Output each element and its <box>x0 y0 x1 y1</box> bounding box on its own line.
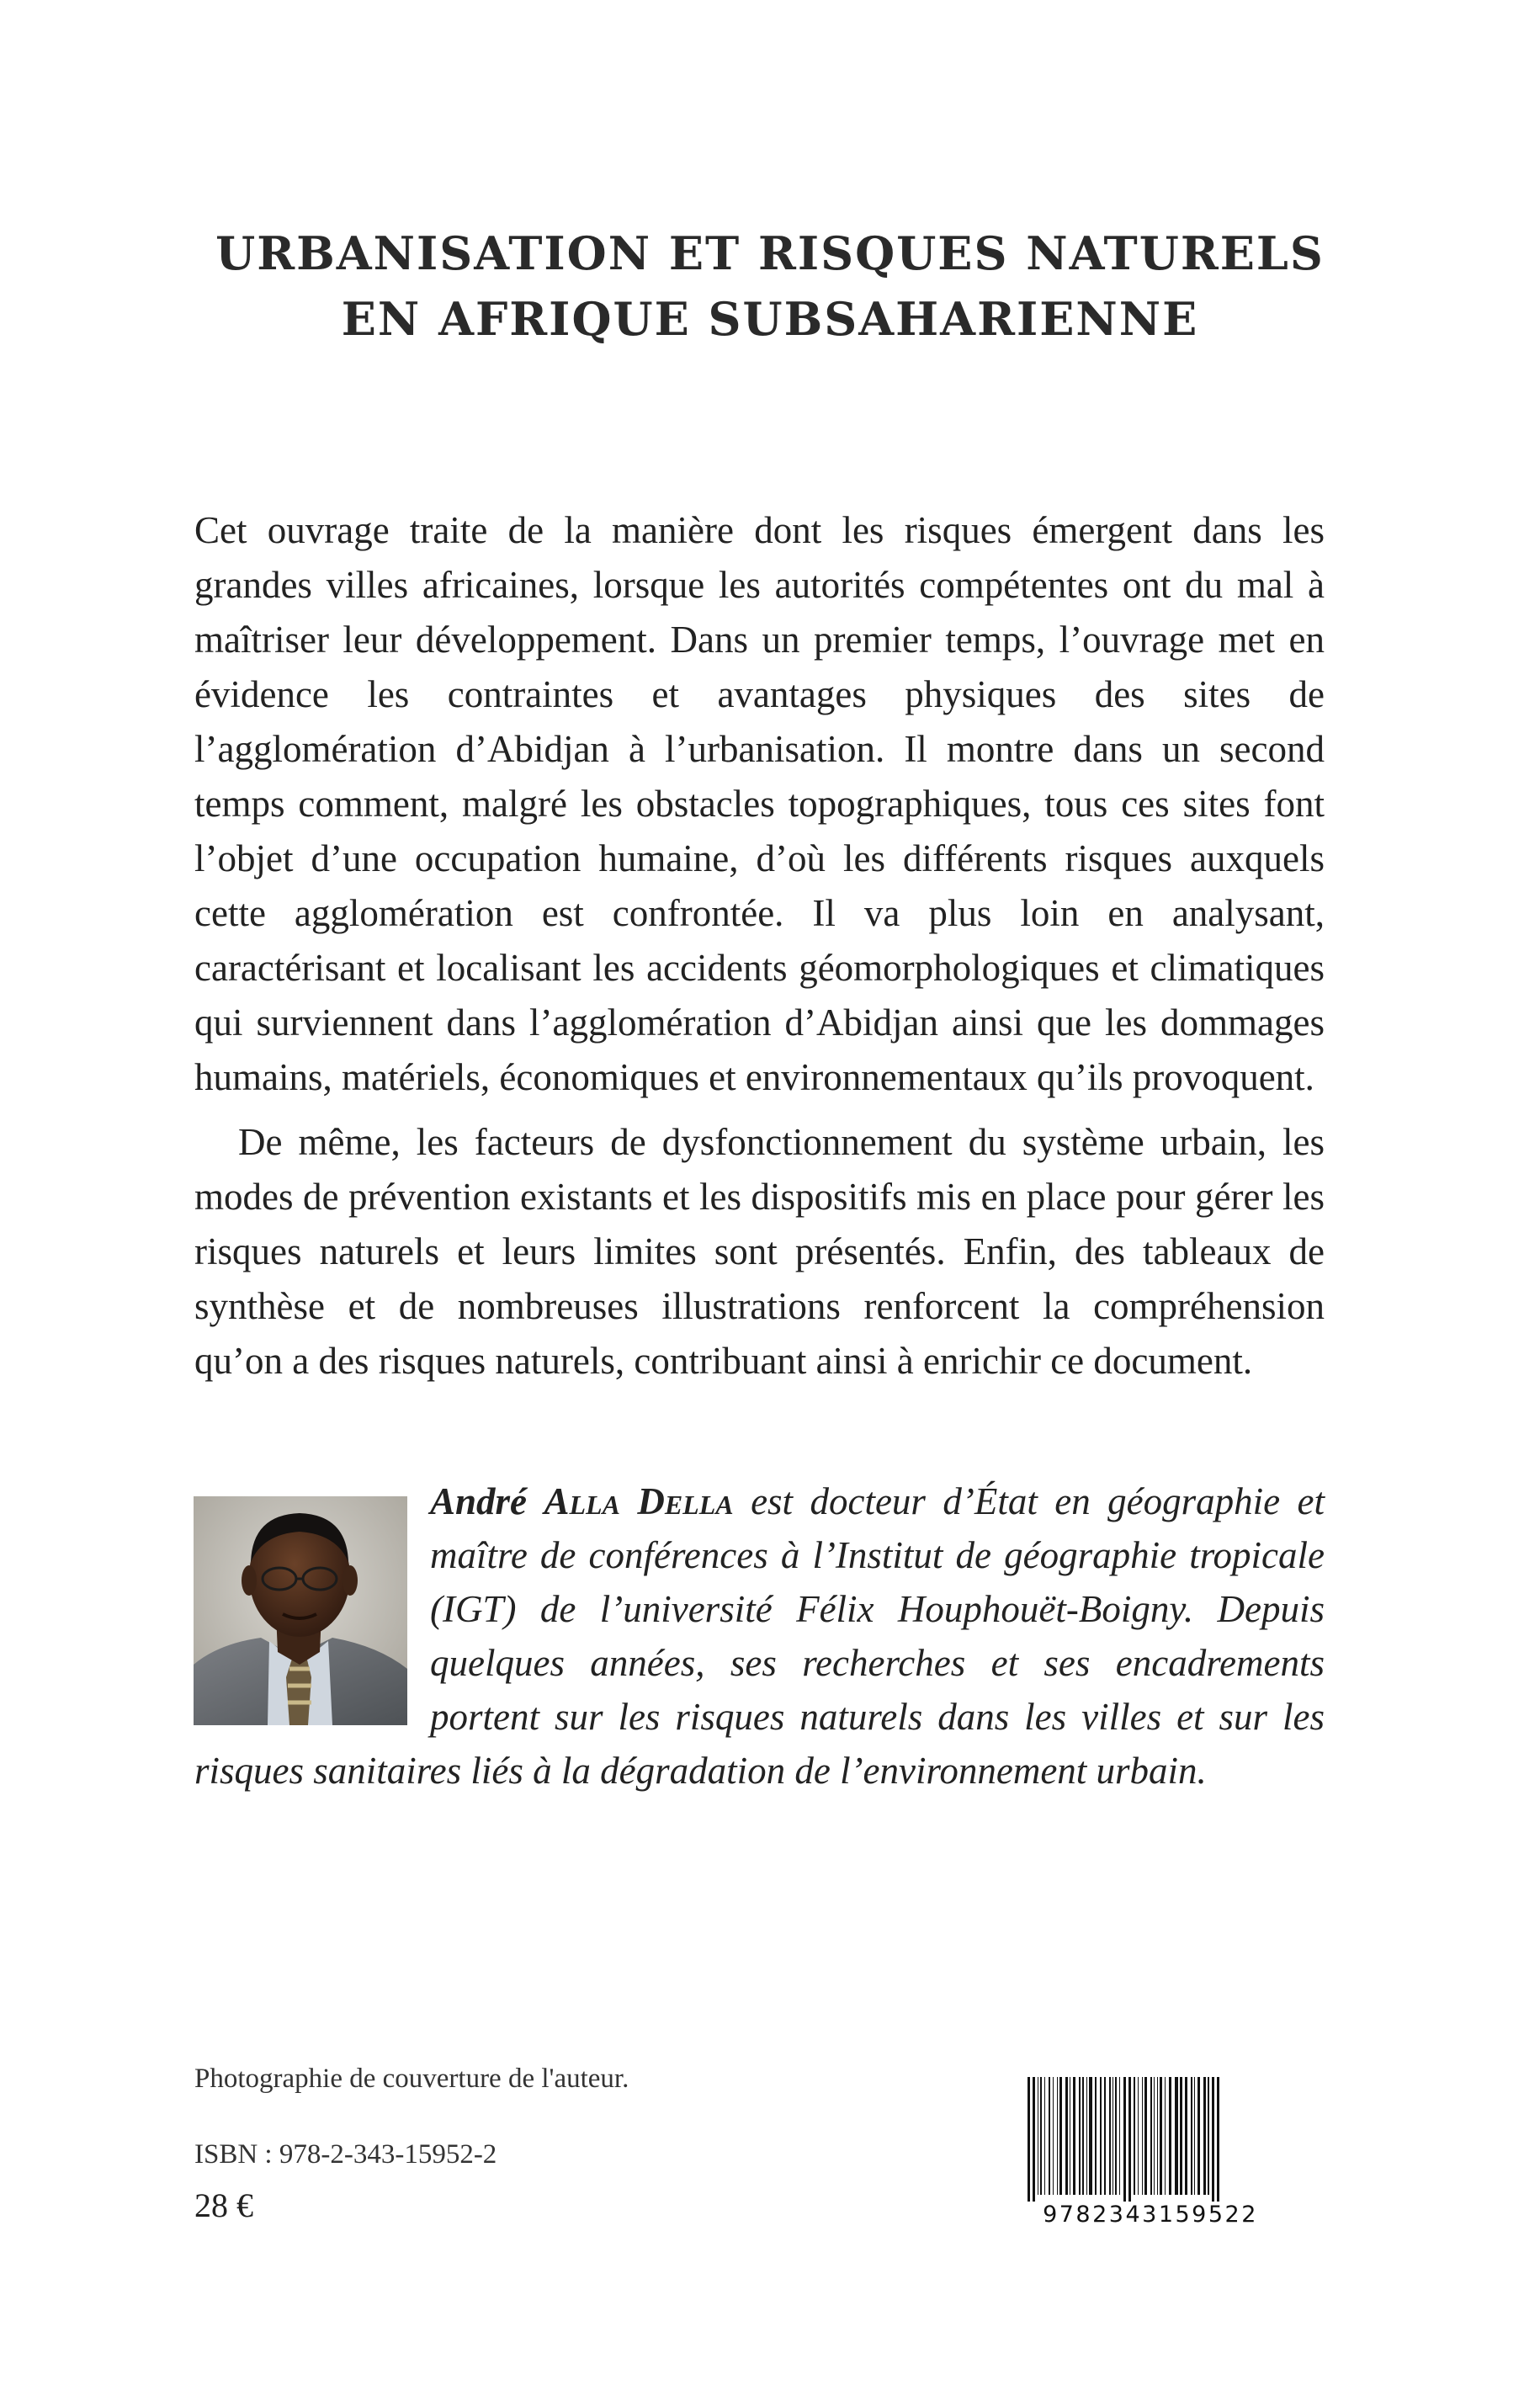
isbn: ISBN : 978-2-343-15952-2 <box>194 2139 497 2170</box>
barcode <box>1024 2077 1277 2237</box>
barcode-bar <box>1169 2077 1171 2195</box>
barcode-bar <box>1160 2077 1162 2195</box>
barcode-bar <box>1180 2077 1182 2195</box>
barcode-bar <box>1049 2077 1050 2195</box>
barcode-bar <box>1123 2077 1126 2203</box>
barcode-bar <box>1208 2077 1209 2195</box>
title-line-1: URBANISATION ET RISQUES NATURELS <box>215 226 1325 280</box>
author-photo <box>194 1496 407 1725</box>
photo-credit: Photographie de couverture de l'auteur. <box>194 2064 629 2094</box>
barcode-digits: 9782343159522 <box>1024 2202 1277 2228</box>
barcode-bar <box>1165 2077 1166 2195</box>
barcode-bar <box>1119 2077 1120 2195</box>
barcode-bar <box>1197 2077 1200 2195</box>
author-first-name: André <box>430 1480 528 1522</box>
barcode-bar <box>1086 2077 1087 2195</box>
barcode-bar <box>1104 2077 1106 2195</box>
author-bio-text: est docteur d’État en géographie et maître de conférences à l’Institut de géographie tropicale (IGT) de l’université Félix Houphouët-Boigny. Depuis quelques années, ses recherches et ses encadrements portent sur les risques naturels dans les villes et sur les risques sanitaires liés à la dégradation de l’environnement urbain. <box>194 1480 1325 1792</box>
barcode-bar <box>1059 2077 1062 2195</box>
barcode-bar <box>1044 2077 1045 2195</box>
barcode-bar <box>1115 2077 1117 2195</box>
barcode-bars <box>1024 2077 1277 2203</box>
author-last-name: Alla Della <box>544 1480 734 1522</box>
book-title <box>168 220 1372 352</box>
barcode-bar <box>1175 2077 1178 2195</box>
barcode-bar <box>1073 2077 1075 2195</box>
book-summary <box>194 503 1325 1389</box>
price: 28 € <box>194 2186 253 2224</box>
barcode-bar <box>1128 2077 1131 2203</box>
barcode-bar <box>1138 2077 1139 2195</box>
barcode-bar <box>1212 2077 1214 2203</box>
barcode-bar <box>1057 2077 1058 2195</box>
barcode-bar <box>1217 2077 1219 2203</box>
barcode-bar <box>1082 2077 1084 2195</box>
barcode-bar <box>1109 2077 1111 2195</box>
author-name <box>430 1480 734 1522</box>
title-line-2: EN AFRIQUE SUBSAHARIENNE <box>341 292 1199 346</box>
barcode-bar <box>1191 2077 1192 2195</box>
barcode-bar <box>1144 2077 1147 2195</box>
barcode-bar <box>1134 2077 1135 2195</box>
barcode-bar <box>1100 2077 1102 2195</box>
barcode-bar <box>1157 2077 1158 2195</box>
barcode-bar <box>1028 2077 1030 2203</box>
barcode-bar <box>1053 2077 1054 2195</box>
barcode-bar <box>1095 2077 1097 2195</box>
barcode-bar <box>1040 2077 1042 2195</box>
barcode-bar <box>1203 2077 1206 2195</box>
summary-paragraph-1: Cet ouvrage traite de la manière dont les risques émergent dans les grandes villes africaines, lorsque les autorités compétentes ont du mal à maîtriser leur développement. Dans un premier temps, l’ouvrage met en évidence les contraintes et avantages physiques des sites de l’agglomération d’Abidjan à l’urbanisation. Il montre dans un second temps comment, malgré les obstacles topographiques, tous ces sites font l’objet d’une occupation humaine, d’où les différents risques auxquels cette agglomération est confrontée. Il va plus loin en analysant, caractérisant et localisant les accidents géomorphologiques et climatiques qui surviennent dans l’agglomération d’Abidjan ainsi que les dommages humains, matériels, économiques et environnementaux qu’ils provoquent. <box>194 509 1325 1098</box>
barcode-bar <box>1089 2077 1092 2195</box>
barcode-bar <box>1142 2077 1143 2195</box>
barcode-bar <box>1154 2077 1155 2195</box>
barcode-bar <box>1194 2077 1195 2195</box>
barcode-bar <box>1033 2077 1035 2203</box>
barcode-bar <box>1079 2077 1081 2195</box>
summary-paragraph-2: De même, les facteurs de dysfonctionnement du système urbain, les modes de prévention existants et les dispositifs mis en place pour gérer les risques naturels et leurs limites sont présentés. Enfin, des tableaux de synthèse et de nombreuses illustrations renforcent la compréhension qu’on a des risques naturels, contribuant ainsi à enrichir ce document. <box>194 1121 1325 1382</box>
barcode-bar <box>1185 2077 1187 2195</box>
barcode-bar <box>1150 2077 1152 2195</box>
barcode-bar <box>1065 2077 1068 2195</box>
